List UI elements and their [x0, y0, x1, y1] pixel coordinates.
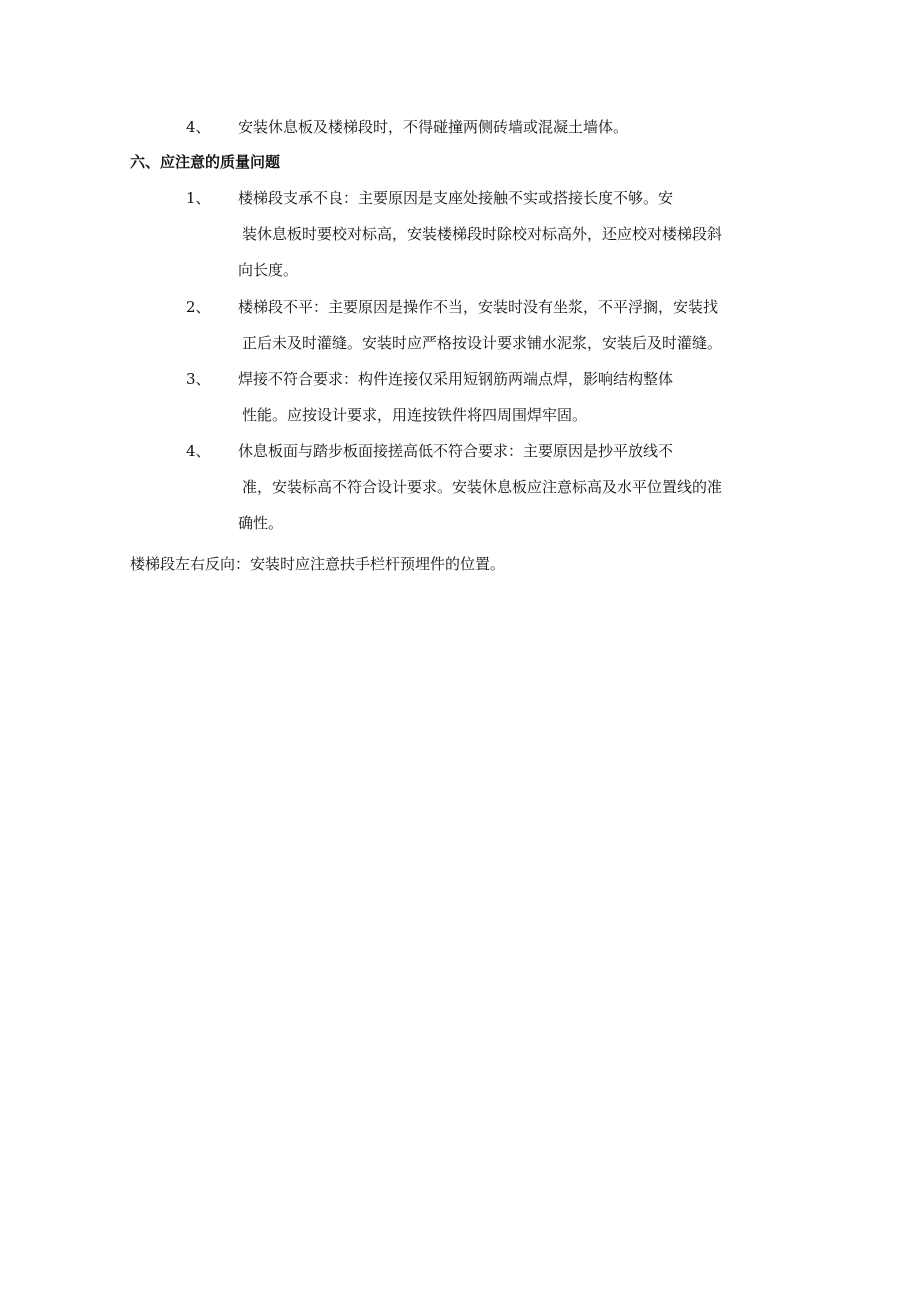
list-item-text: 正后未及时灌缝。安装时应严格按设计要求铺水泥浆，安装后及时灌缝。 — [242, 334, 723, 352]
list-item-text: 确性。 — [238, 514, 284, 532]
list-item-number: 4、 — [186, 118, 211, 136]
list-item-text: 向长度。 — [238, 261, 299, 279]
list-item-text: 焊接不符合要求：构件连接仅采用短钢筋两端点焊，影响结构整体 — [238, 370, 674, 388]
list-item-text: 安装休息板及楼梯段时，不得碰撞两侧砖墙或混凝土墙体。 — [238, 118, 629, 136]
list-item-number: 1、 — [186, 189, 211, 207]
list-item-number: 4、 — [186, 442, 211, 460]
list-item-text: 准，安装标高不符合设计要求。安装休息板应注意标高及水平位置线的准 — [242, 478, 723, 496]
list-item-text: 性能。应按设计要求，用连按铁件将四周围焊牢固。 — [242, 406, 588, 424]
list-item-number: 2、 — [186, 298, 211, 316]
list-item-text: 休息板面与踏步板面接搓高低不符合要求：主要原因是抄平放线不 — [238, 442, 674, 460]
list-item-number: 3、 — [186, 370, 211, 388]
section-heading: 六、应注意的质量问题 — [130, 153, 281, 171]
closing-paragraph: 楼梯段左右反向：安装时应注意扶手栏杆预埋件的位置。 — [130, 555, 506, 573]
list-item-text: 楼梯段支承不良：主要原因是支座处接触不实或搭接长度不够。安 — [238, 189, 674, 207]
list-item-text: 楼梯段不平：主要原因是操作不当，安装时没有坐浆，不平浮搁，安装找 — [238, 298, 719, 316]
list-item-text: 装休息板时要校对标高，安装楼梯段时除校对标高外，还应校对楼梯段斜 — [242, 225, 723, 243]
